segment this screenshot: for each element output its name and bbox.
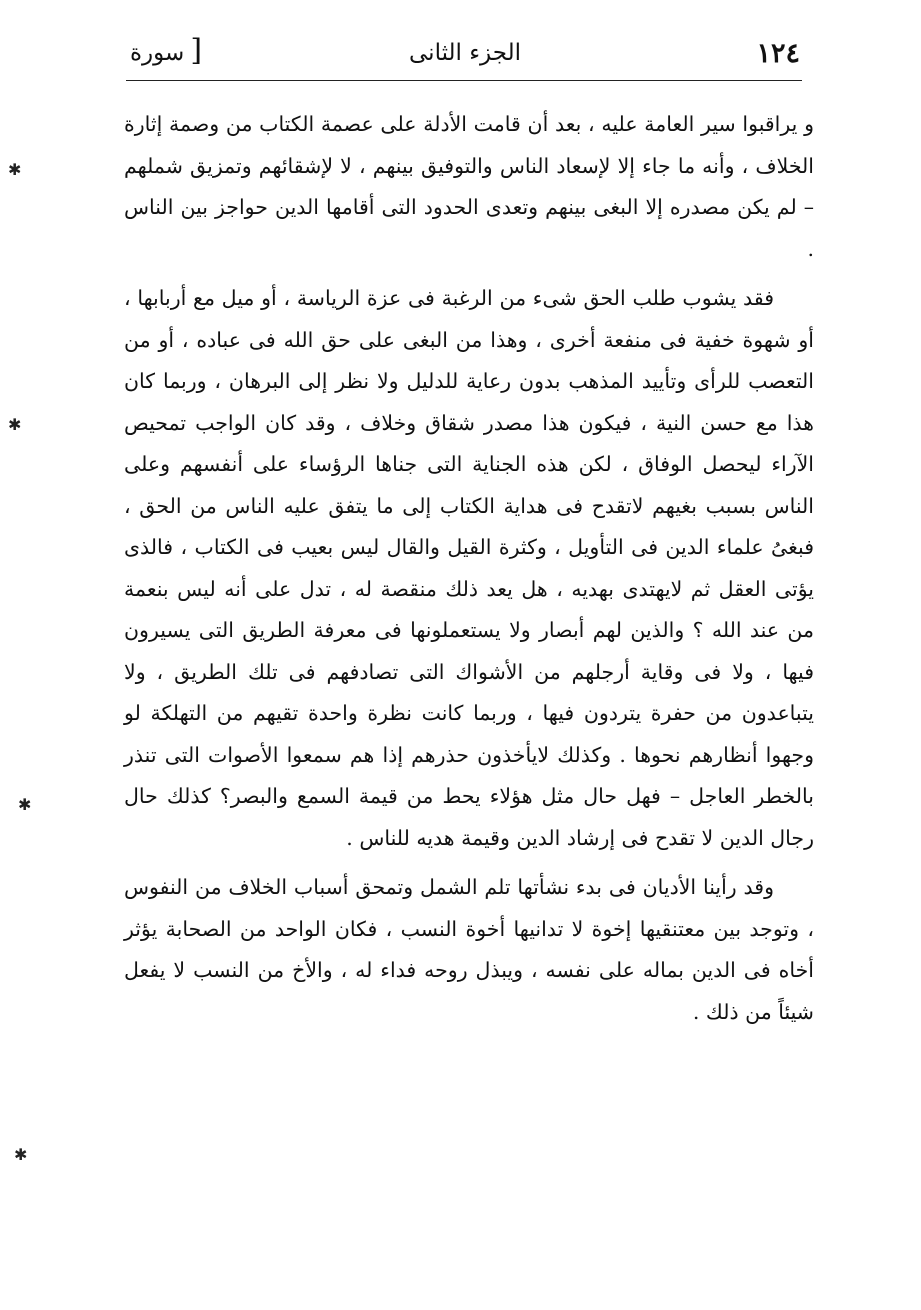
body-text (124, 104, 814, 1033)
margin-mark: ✱ (14, 1145, 28, 1164)
paragraph-3-text: وقد رأينا الأديان فى بدء نشأتها تلم الشمل وتمحق أسباب الخلاف من النفوس ، وتوجد بين معتنقيها إخوة لا تدانيها أخوة النسب ، فكان الواحد من الصحابة يؤثر أخاه فى الدين بماله على نفسه ، ويبذل روحه فداء له ، والأخ من النسب لا يفعل شيئاً من ذلك . (124, 875, 814, 1024)
header-rule (126, 80, 802, 81)
bracket-glyph: [ (190, 33, 203, 68)
page-header (130, 33, 800, 76)
paragraph-1: و يراقبوا سير العامة عليه ، بعد أن قامت الأدلة على عصمة الكتاب من وصمة إثارة الخلاف ، وأنه ما جاء إلا لإسعاد الناس والتوفيق بينهم ، لا لإشقائهم وتمزيق شملهم – لم يكن مصدره إلا البغى بينهم وتعدى الحدود التى أقامها الدين حواجز بين الناس . (124, 112, 814, 261)
paragraph-2-text: فقد يشوب طلب الحق شىء من الرغبة فى عزة الرياسة ، أو ميل مع أربابها ، أو شهوة خفية فى منفعة أخرى ، وهذا من البغى على حق الله فى عباده ، أو من التعصب للرأى وتأييد المذهب بدون رعاية للدليل ولا نظر إلى البرهان ، وربما كان هذا مع حسن النية ، فيكون هذا مصدر شقاق وخلاف ، وقد كان الواجب تمحيص الآراء ليحصل الوفاق ، لكن هذه الجناية التى جناها الرؤساء على أنفسهم وعلى الناس بسبب بغيهم لاتقدح فى هداية الكتاب إلى ما يتفق عليه الناس من الحق ، فبغىُ علماء الدين فى التأويل ، وكثرة القيل والقال ليس بعيب فى الكتاب ، فالذى يؤتى العقل ثم لايهتدى بهديه ، هل يعد ذلك منقصة له ، تدل على أنه ليس بنعمة من عند الله ؟ والذين لهم أبصار ولا يستعملونها فى معرفة الطريق التى يسيرون فيها ، ولا فى وقاية أرجلهم من الأشواك التى تصادفهم فى تلك الطريق ، ولا يتباعدون من حفرة يتردون فيها ، وربما كانت نظرة واحدة تقيهم من التهلكة لو وجهوا أنظارهم نحوها . وكذلك لايأخذون حذرهم إذا هم سمعوا الأصوات التى تنذر بالخطر العاجل – فهل حال مثل هؤلاء يحط من قيمة السمع والبصر؟ كذلك حال رجال الدين لا تقدح فى إرشاد الدين وقيمة هديه للناس . (124, 286, 814, 850)
margin-mark: ✱ (18, 795, 32, 814)
surah-label-text: سورة (130, 40, 185, 66)
margin-mark: ✱ (8, 415, 22, 434)
paragraph-3 (124, 867, 814, 1033)
margin-mark: ✱ (8, 160, 22, 179)
surah-label (130, 33, 203, 68)
page-number: ١٢٤ (756, 38, 800, 69)
part-title: الجزء الثانى (409, 40, 521, 66)
paragraph-2 (124, 278, 814, 859)
